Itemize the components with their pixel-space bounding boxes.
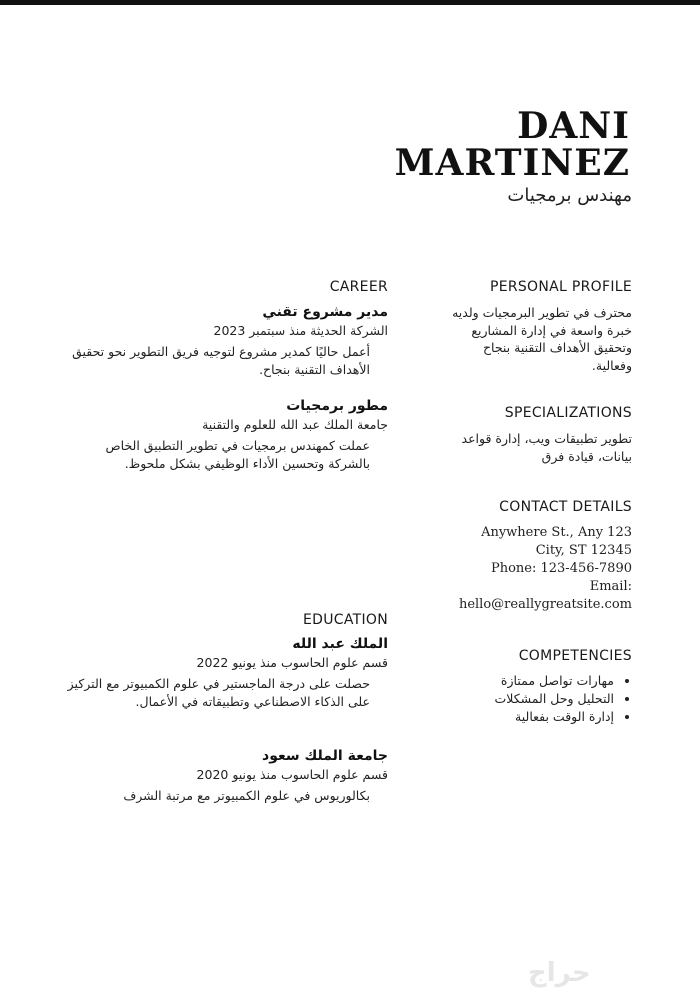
description-line: حصلت على درجة الماجستير في علوم الكمبيوتر مع التركيز: [67, 676, 370, 691]
personal-profile-text: [432, 304, 632, 374]
career-entry-description: [58, 437, 370, 472]
competency-item: • التحليل وحل المشكلات: [432, 690, 614, 708]
contact-details-heading: CONTACT DETAILS: [499, 499, 632, 515]
description-line: الأهداف التقنية بنجاح.: [259, 361, 370, 377]
education-entry-title: الملك عبد الله: [292, 636, 388, 652]
education-entry: [58, 746, 388, 805]
education-entry-subtitle: قسم علوم الحاسوب منذ يونيو 2020: [196, 767, 388, 782]
competency-item: • إدارة الوقت بفعالية: [432, 708, 614, 726]
competencies-heading: COMPETENCIES: [518, 648, 632, 664]
specializations-text: [432, 430, 632, 465]
career-entry-title: مدير مشروع تقني: [262, 304, 388, 320]
description-line: على الذكاء الاصطناعي وتطبيقاته في الأعمال.: [135, 693, 370, 709]
contact-email-value: hello@reallygreatsite.com: [458, 597, 632, 612]
candidate-name: [394, 105, 630, 184]
profile-line: وفعالية.: [591, 357, 632, 373]
education-entry-description: [58, 787, 370, 805]
name-line-1: DANI: [517, 105, 630, 147]
career-entry-description: [58, 343, 370, 378]
career-entry-subtitle: الشركة الحديثة منذ سبتمبر 2023: [213, 323, 388, 338]
career-entry: [58, 302, 388, 378]
watermark-logo: حراج: [528, 958, 591, 988]
career-entry-title: مطور برمجيات: [286, 398, 388, 414]
description-line: عملت كمهندس برمجيات في تطوير التطبيق الخاص: [105, 438, 370, 453]
personal-profile-heading: PERSONAL PROFILE: [489, 279, 632, 295]
name-line-2: MARTINEZ: [394, 142, 630, 184]
description-line: بكالوريوس في علوم الكمبيوتر مع مرتبة الشرف: [123, 788, 370, 803]
description-line: أعمل حاليًا كمدير مشروع لتوجيه فريق التطوير نحو تحقيق: [72, 344, 370, 359]
profile-line: وتحقيق الأهداف التقنية بنجاح: [482, 340, 632, 355]
top-border: [0, 0, 700, 5]
career-entry-subtitle: جامعة الملك عبد الله للعلوم والتقنية: [202, 417, 388, 432]
education-heading: EDUCATION: [302, 612, 388, 628]
job-title: مهندس برمجيات: [507, 185, 632, 206]
description-line: بالشركة وتحسين الأداء الوظيفي بشكل ملحوظ.: [124, 455, 370, 471]
competency-item: • مهارات تواصل ممتازة: [432, 672, 614, 690]
profile-line: خبرة واسعة في إدارة المشاريع: [471, 322, 632, 338]
career-heading: CAREER: [329, 279, 388, 295]
specializations-heading: SPECIALIZATIONS: [504, 405, 632, 421]
contact-city-line: City, ST 12345: [535, 543, 632, 558]
career-entry: [58, 396, 388, 472]
contact-details-text: [412, 524, 632, 614]
contact-address-line: Anywhere St., Any 123: [481, 525, 632, 540]
contact-phone-line: Phone: 123-456-7890: [490, 561, 632, 576]
education-entry: [58, 634, 388, 710]
education-entry-title: جامعة الملك سعود: [262, 748, 388, 764]
contact-email-label: Email:: [589, 579, 632, 594]
profile-line: محترف في تطوير البرمجيات ولديه: [452, 305, 632, 320]
education-entry-description: [58, 675, 370, 710]
education-entry-subtitle: قسم علوم الحاسوب منذ يونيو 2022: [196, 655, 388, 670]
specializations-line: تطوير تطبيقات ويب، إدارة قواعد: [461, 431, 632, 446]
specializations-line: بيانات، قيادة فرق: [541, 448, 632, 464]
competencies-list: [432, 672, 632, 726]
